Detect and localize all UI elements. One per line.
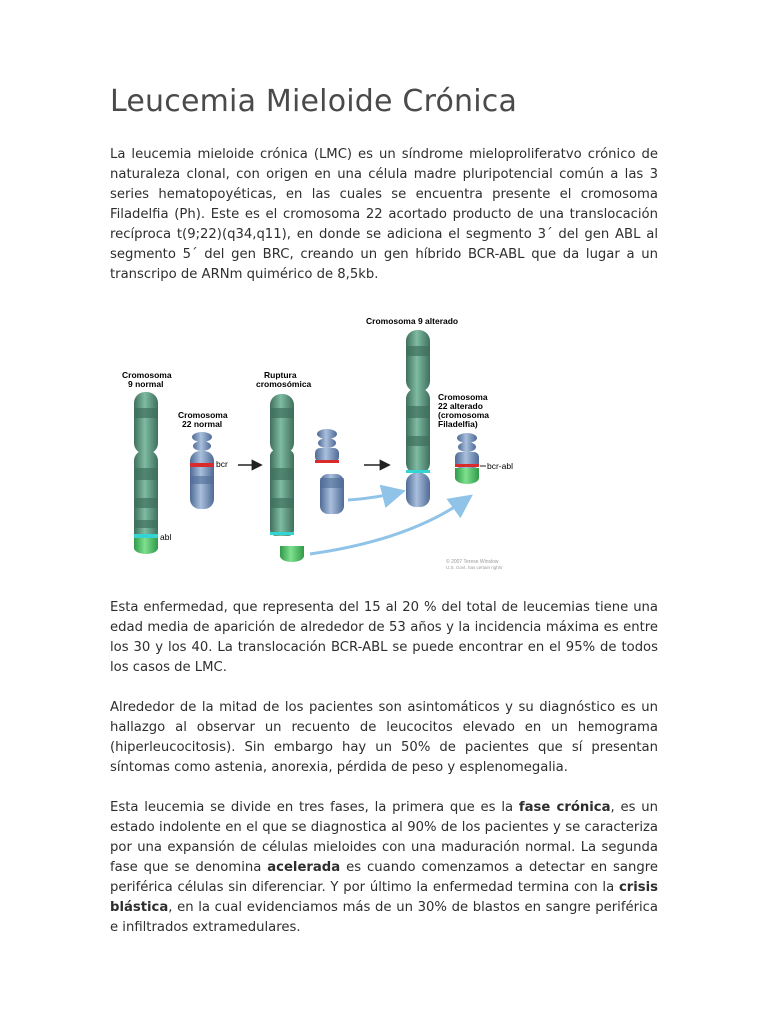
paragraph-epidemiology: Esta enfermedad, que representa del 15 al 20 % del total de leucemias tiene una edad media de aparición de alrededor de 53 años y la incidencia máxima es entre los 30 y los 40. La translocación BCR-ABL se puede encontrar en el 95% de todos los casos de LMC. xyxy=(110,600,658,675)
label-bcr: bcr xyxy=(216,459,228,469)
credit-line-2: U.S. Govt. has certain rights xyxy=(446,565,503,570)
paragraph-symptoms: Alrededor de la mitad de los pacientes son asintomáticos y su diagnóstico es un hallazgo al observar un recuento de leucocitos elevado en un hemograma (hiperleucocitosis). Sin embargo hay un 50% de pacientes que sí presentan síntomas como astenia, anorexia, pérdida de peso y esplenomegalia. xyxy=(110,700,658,775)
phase-blast-crisis: crisis blástica xyxy=(110,880,658,915)
label-chr9-normal-2: 9 normal xyxy=(128,379,164,389)
page-title: Leucemia Mieloide Crónica xyxy=(110,84,518,119)
credit-line-1: © 2007 Terese Winslow xyxy=(446,559,499,565)
label-chr22-altered-2: 22 alterado xyxy=(438,401,483,411)
label-chr22-normal-2: 22 normal xyxy=(182,419,223,429)
label-chr22-altered-3: (cromosoma xyxy=(438,410,490,420)
phases-text-3: es cuando comenzamos a detectar en sangre periférica células sin diferenciar. Y por último la enfermedad termina con la xyxy=(110,860,658,895)
chromosome-9-normal xyxy=(134,392,158,554)
paragraph-intro: La leucemia mieloide crónica (LMC) es un síndrome mieloproliferatvo crónico de naturaleza clonal, con origen en una célula madre pluripotencial común a las 3 series hematopoyéticas, en las cuales se encuentra presente el cromosoma Filadelfia (Ph). Este es el cromosoma 22 acortado producto de una translocación recíproca t(9;22)(q34,q11), en donde se adiciona el segmento 3´ del gen ABL al segmento 5´ del gen BRC, creando un gen híbrido BCR-ABL que da lugar a un transcripo de ARNm quimérico de 8,5kb. xyxy=(110,147,658,282)
phases-text-2: , es un estado indolente en el que se diagnostica al 90% de los pacientes y se caracteriza por una expansión de células mieloides con una maduración normal. La segunda fase que se denomina xyxy=(110,800,659,875)
paragraph-phases xyxy=(110,798,658,938)
label-chr22-altered-4: Filadelfia) xyxy=(438,419,478,429)
label-ruptura-2: cromosómica xyxy=(256,379,312,389)
label-chr22-altered-1: Cromosoma xyxy=(438,392,488,402)
phase-accelerated: acelerada xyxy=(267,860,341,875)
chromosome-9-break xyxy=(270,394,304,562)
arrow-blue-1 xyxy=(348,492,400,500)
label-abl: abl xyxy=(160,532,172,542)
chromosome-22-normal xyxy=(190,432,214,509)
label-chr22-normal-1: Cromosoma xyxy=(178,410,228,420)
chromosome-9-altered xyxy=(406,330,430,507)
label-bcr-abl: bcr-abl xyxy=(487,461,513,471)
phases-text-4: , en la cual evidenciamos más de un 30% de blastos en sangre periférica e infiltrados extramedulares. xyxy=(110,900,658,935)
label-chr9-altered: Cromosoma 9 alterado xyxy=(366,316,459,326)
chromosome-22-philadelphia xyxy=(455,433,479,484)
chromosome-22-break xyxy=(315,429,344,514)
translocation-diagram-svg xyxy=(110,308,530,578)
phase-chronic: fase crónica xyxy=(518,800,611,815)
translocation-diagram xyxy=(110,308,530,578)
label-chr9-normal-1: Cromosoma xyxy=(122,370,172,380)
label-ruptura-1: Ruptura xyxy=(264,370,297,380)
phases-text-1: Esta leucemia se divide en tres fases, la primera que es la xyxy=(110,800,519,815)
